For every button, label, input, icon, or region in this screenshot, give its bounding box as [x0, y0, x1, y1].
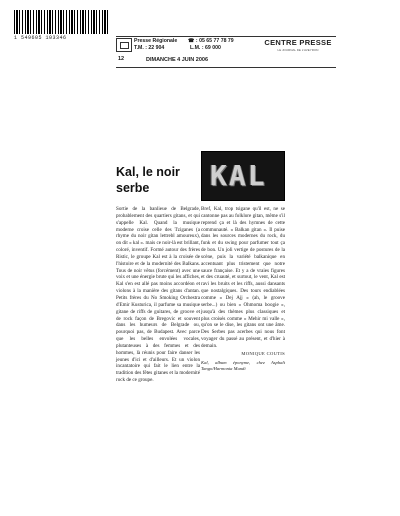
phone: ☎ : 05 65 77 78 79 [188, 38, 234, 44]
publication-date: DIMANCHE 4 JUIN 2006 [146, 57, 209, 63]
article-headline: Kal, le noir serbe [116, 165, 180, 195]
brand-tagline: LE JOURNAL DE L'AVEYRON [277, 48, 319, 52]
page-number: 12 [118, 56, 125, 62]
article-column-1 [116, 206, 200, 384]
band-photo [201, 151, 285, 201]
article-column-2 [201, 206, 285, 372]
readership: L.M. : 69 000 [190, 45, 221, 51]
photo-band-name: KAL [210, 159, 267, 192]
barcode-number: 1 549605 103346 [14, 35, 67, 41]
newspaper-brand [258, 38, 338, 60]
album-caption: Kal, album éponyme, chez Asphalt Tango/Harmonia Mundi [201, 359, 285, 371]
publication-label: Presse Régionale [134, 38, 178, 44]
tirage: T.M. : 22 904 [134, 45, 165, 51]
column-1-text: Sortie de la banlieue de Belgrade, probablement des quartiers gitans, et qui s'appelle Kal. Quand la musique moderne croise celle des Tziganes (a rhyme du noir gitan lettrebl amoureux), on dit « kal ». mais ce noir-là est brillant, coloré, inventif. Formé autour des frères Ristic, le groupe Kal est à la croisée de l'histoire et de la modernité des Balkans. Tous de noir vêtus (forcément) avec une voix et une énergie brute qui les affiches, Kal s'en est allé pas moins accordéon et violons à la manière des gitans d'antan. Petits frères du No Smoking Orchestra d'Emir Kusturica, il parfume sa musique gitane de riffs de guitares, de groove et de rock façon de Bregovic et souvent dans les humeurs de Belgrade ou, pourquoi pas, de Budapest. Avec parce que les belles envolées vocales, plutanteuses à des femmes et des hommes, là réunis pour faire danser les jeunes d'ici et d'ailleurs. Et un violon incantatoire qui fait le lien entre la tradition des fêtes gitanes et la modernité rock de ce groupe. [116, 206, 200, 384]
press-logo-icon [116, 38, 132, 52]
column-2-text: Bref, Kal, trop tsigane qu'il est, ne se cantonne pas au folklore gitan, même s'il reprend ça et là des hymnes de cette communauté. « Balkan gitan ». Il puise dans les sources modernes du rock, du funk et du swing pour parfumer tout ça de bon. Un joli vertige de postures de la scène, puis la variété balkanique en accentuant plus tristement que notre sauce française. Et y a de vraies figures et des cruauté, et surtout, le vent, Kal est ravi les bruits et les riffs, aussi dansants que nostalgiques. Des tours endiablées comme « Dej Ajj » (ah, le groove serbe...) ou bien « Ohmoma boogie », jusqu'à des thèmes plus classiques et plus croisés comme « Mehir mi valle », qu'on se le dise, les gitans ont une âme. Des Serbes pas acerbes qui nous font voyager du passé au présent, et d'hier à demain. [201, 206, 285, 349]
brand-name: CENTRE PRESSE [264, 38, 332, 47]
barcode [14, 10, 110, 42]
author-signature: MONIQUE COUTIS [241, 350, 285, 356]
barcode-bars [14, 10, 110, 34]
